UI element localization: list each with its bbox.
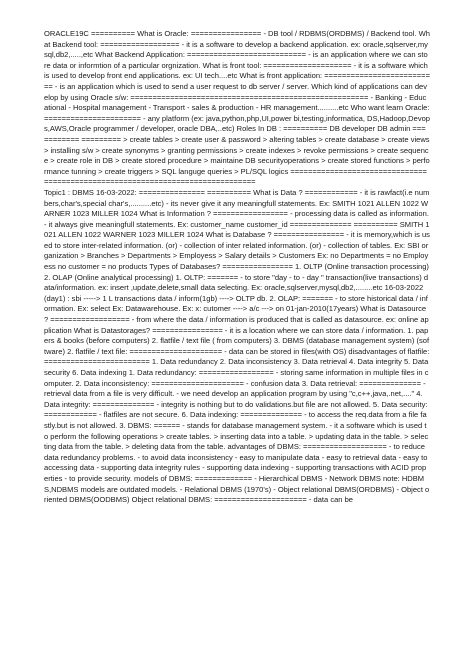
paragraph-dbms-topic: Topic1 : DBMS 16-03-2022: =============== ========== What is Data ? ============ - it is rawfact(i.e numbers,char's,special char's,..........etc) - its never give it any meaningfull statements. Ex: SMITH 1021 ALLEN 1022 WARNER 1023 MILLER 1024 What is Information ? ================= - processing data is called as information. - it always give meaningfull statements. Ex: customer_name customer_id ============== ========== SMITH 1021 ALLEN 1022 WARNER 1023 MILLER 1024 What is Database ? ================ - it is memory,which is used to store inter-related information. (or) - collection of inter related information. (or) - collection of tables. Ex: SBI organization > Branches > Departments > Employess > Salary details > Customers Ex: no Departments = no Employess no customer = no products Types of Databases? ================ 1. OLTP (Online transaction processing) 2. OLAP (Online analytical processing) 1. OLTP: ======= - to store "day - to - day " transaction(live transactions) data/information. ex: insert ,update,delete,small data selecting. Ex: oracle,sqlserver,mysql,db2,........etc 16-03-2022 (day1) : sbi -----> 1 L transactions data / inform(1gb) ----> OLTP db. 2. OLAP: ======= - to store historical data / information. Ex: select Ex: Datawarehouse. Ex: x: cutomer ----> a/c ---> on 01-jan-2010(17years) What is Datasource ? ================== - from where the data / information is produced that is called as datasource. ex: online application What is Datastorages? ================ - it is a location where we can store data / information. 1. papers & books (before computers) 2. flatfile / text file ( from computers) 3. DBMS (database management system) (software) 2. flatfile / text file: ===================== - data can be stored in files(with OS) disadvantages of flatfile: ======================== 1. Data redundancy 2. Data inconsistency 3. Data retrieval 4. Data integrity 5. Data security 6. Data indexing 1. Data redundancy: ================= - storing same information in multiple files in computer. 2. Data inconsistency: ===================== - confusion data 3. Data retrieval: ============== - retrieval data from a file is very difficult. - we need develop an application program by using "c,c++,java,.net,...." 4. Data integrity: ============== - integrity is nothing but to do validations.but file are not allowed. 5. Data security: ============ - flatfiles are not secure. 6. Data indexing: ============== - to access the req.data from a file fastly.but is not allowed. 3. DBMS: ====== - stands for database management system. - it a software which is used to perform the following operations > create tables. > inserting data into a table. > updating data in the table. > selecting data from the table. > deleting data from the table. advantages of DBMS: =================== - to reduce data redundancy problems. - to avoid data inconsistency - easy to manipulate data - easy to retrieval data - easy to accessing data - supporting data integrity rules - supporting data indexing - supporting transactions with ACID properties - to provide security. models of DBMS: ============= - Hierarchical DBMS - Network DBMS note: HDBMS,NDBMS models are outdated models. - Relational DBMS (1970's) - Object relational DBMS(ORDBMS) - Object oriented DBMS(OODBMS) Object relational DBMS: ===================== - data can be — [44, 187, 430, 505]
paragraph-oracle-intro: ORACLE19C ========== What is Oracle: ================ - DB tool / RDBMS(ORDBMS) / Backend tool. What Backend tool: ================== - it is a software to develop a backend application. ex: oracle,sqlserver,mysql,db2,.....,etc What Backend Application: =========================== - is an application where we can store data or informtion of a particular orgnization. What is front tool: ==================== - it is a software which is used to develop front end applications. ex: UI tech....etc What is front application: ========================== - is an application which is used to send a user request to db server / server. Which kind of applications can develop by using Oracle s/w: ====================================================== - Banking - Educational - Hospital management - Transport - sales & production - HR management..........etc Who want learn Oracle: ====================== - any platform (ex: java,python,php,UI,power bi,testing,informatica, DS,Hadoop,Devops,AWS,Oracle programmer / developer, oracle DBA,..etc) Roles In DB : ========== DB developer DB admin =========== ========= > create tables > create user & password > altering tables > create database > create views > installing s/w > create synonyms > granting permissions > create indexes > revoke permissions > create sequence > create role in DB > create stored procedure > maintaine DB securityoperations > create stored functions > performance tunning > create triggers > SQL languge queries > PL/SQL logics =============================================================================== — [44, 29, 431, 187]
document-body — [44, 29, 430, 506]
